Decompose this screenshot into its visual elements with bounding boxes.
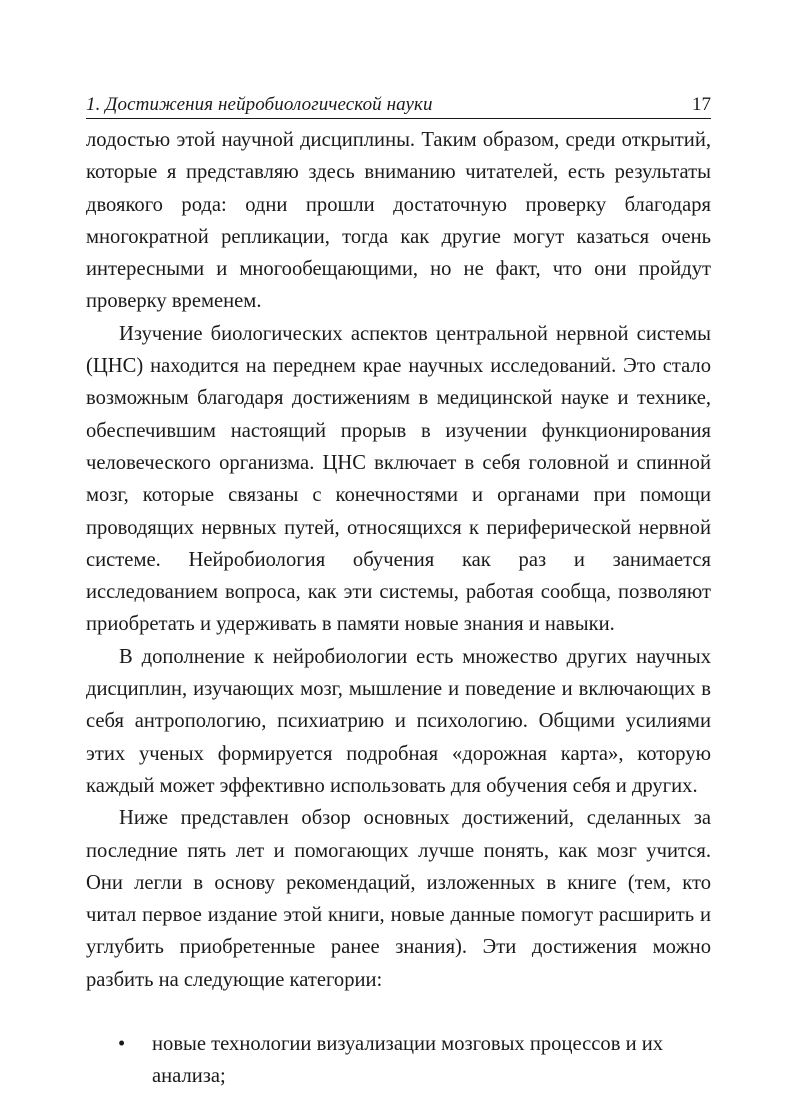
body-text — [86, 124, 711, 1093]
chapter-title: 1. Достижения нейробиологической науки — [86, 94, 433, 115]
bullet-icon: • — [118, 1033, 126, 1056]
list-item-text: новые технологии визуализации мозговых процессов и их анализа; — [152, 1033, 664, 1088]
paragraph: Ниже представлен обзор основных достижений, сделанных за последние пять лет и помогающих лучше понять, как мозг учится. Они легли в основу рекомендаций, изложенных в книге (тем, кто читал первое издание этой книги, новые данные помогут расширить и углубить приобретенные ранее знания). Эти достижения можно разбить на следующие категории: — [86, 807, 711, 991]
paragraph: В дополнение к нейробиологии есть множество других научных дисциплин, изучающих мозг, мышление и поведение и включающих в себя антропологию, психиатрию и психологию. Общими усилиями этих ученых формируется подробная «дорожная карта», которую каждый может эффективно использовать для обучения себя и других. — [86, 645, 711, 797]
paragraph: Изучение биологических аспектов центральной нервной системы (ЦНС) находится на переднем крае научных исследований. Это стало возможным благодаря достижениям в медицинской науке и технике, обеспечившим настоящий прорыв в изучении функционирования человеческого организма. ЦНС включает в себя головной и спинной мозг, которые связаны с конечностями и органами при помощи проводящих нервных путей, относящихся к периферической нервной системе. Нейробиология обучения как раз и занимается исследованием вопроса, как эти системы, работая сообща, позволяют приобретать и удерживать в памяти новые знания и навыки. — [86, 322, 711, 636]
paragraph-continuation: лодостью этой научной дисциплины. Таким образом, среди открытий, которые я представляю здесь вниманию читателей, есть результаты двоякого рода: одни прошли достаточную проверку благодаря многократной репликации, тогда как другие могут казаться очень интересными и многообещающими, но не факт, что они пройдут проверку временем. — [86, 129, 711, 313]
page-number: 17 — [692, 94, 711, 115]
bullet-list — [86, 1028, 711, 1093]
running-header — [86, 92, 711, 119]
list-item — [86, 1028, 711, 1093]
